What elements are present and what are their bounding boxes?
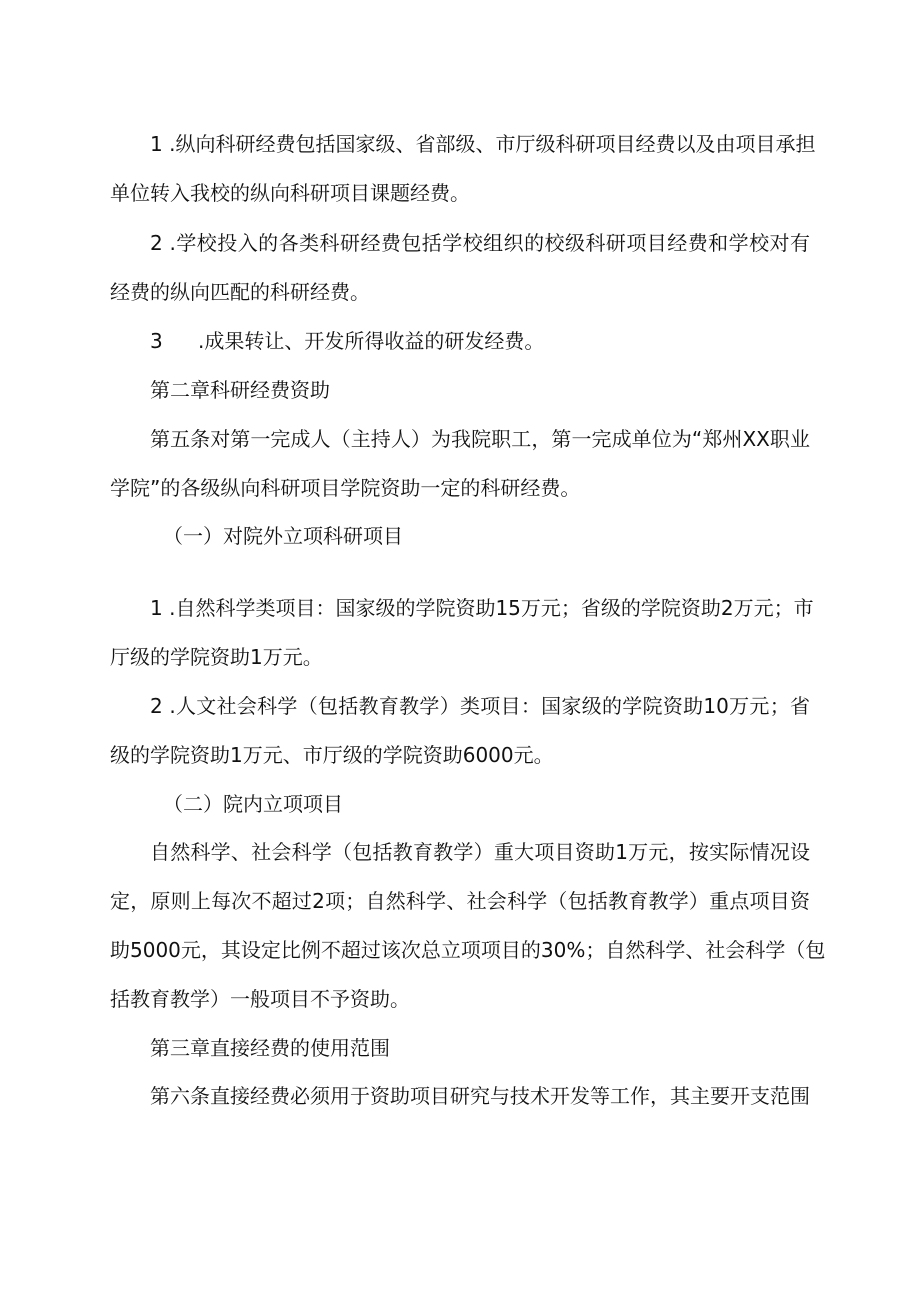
paragraph-line-15: 括教育教学）一般项目不予资助。 [110, 987, 410, 1011]
list-number-3: 3 [150, 329, 163, 353]
paragraph-line-11: 级的学院资助1万元、市厅级的学院资助6000元。 [110, 743, 554, 767]
paragraph-line-12: 自然科学、社会科学（包括教育教学）重大项目资助1万元，按实际情况设 [150, 840, 810, 864]
paragraph-line-6: 第五条对第一完成人（主持人）为我院职工，第一完成单位为“郑州XX职业 [150, 427, 810, 451]
paragraph-line-14: 助5000元，其设定比例不超过该次总立项项目的30%；自然科学、社会科学（包 [110, 938, 826, 962]
paragraph-line-5: .成果转让、开发所得收益的研发经费。 [198, 329, 545, 353]
paragraph-line-16: 第六条直接经费必须用于资助项目研究与技术开发等工作，其主要开支范围 [150, 1084, 810, 1108]
paragraph-line-7: 学院”的各级纵向科研项目学院资助一定的科研经费。 [110, 476, 581, 500]
paragraph-line-9: 厅级的学院资助1万元。 [110, 645, 323, 669]
paragraph-line-1: 1 .纵向科研经费包括国家级、省部级、市厅级科研项目经费以及由项目承担 [150, 132, 816, 156]
chapter-heading-2: 第二章科研经费资助 [150, 378, 330, 402]
paragraph-line-10: 2 .人文社会科学（包括教育教学）类项目：国家级的学院资助10万元；省 [150, 694, 810, 718]
paragraph-line-13: 定，原则上每次不超过2项；自然科学、社会科学（包括教育教学）重点项目资 [110, 889, 810, 913]
paragraph-line-3: 2 .学校投入的各类科研经费包括学校组织的校级科研项目经费和学校对有 [150, 231, 810, 255]
paragraph-line-8: 1 .自然科学类项目：国家级的学院资助15万元；省级的学院资助2万元；市 [150, 596, 814, 620]
section-heading-1: （一）对院外立项科研项目 [163, 524, 403, 548]
paragraph-line-4: 经费的纵向匹配的科研经费。 [110, 280, 370, 304]
section-heading-2: （二）院内立项项目 [163, 792, 343, 816]
chapter-heading-3: 第三章直接经费的使用范围 [150, 1036, 390, 1060]
paragraph-line-2: 单位转入我校的纵向科研项目课题经费。 [110, 181, 470, 205]
